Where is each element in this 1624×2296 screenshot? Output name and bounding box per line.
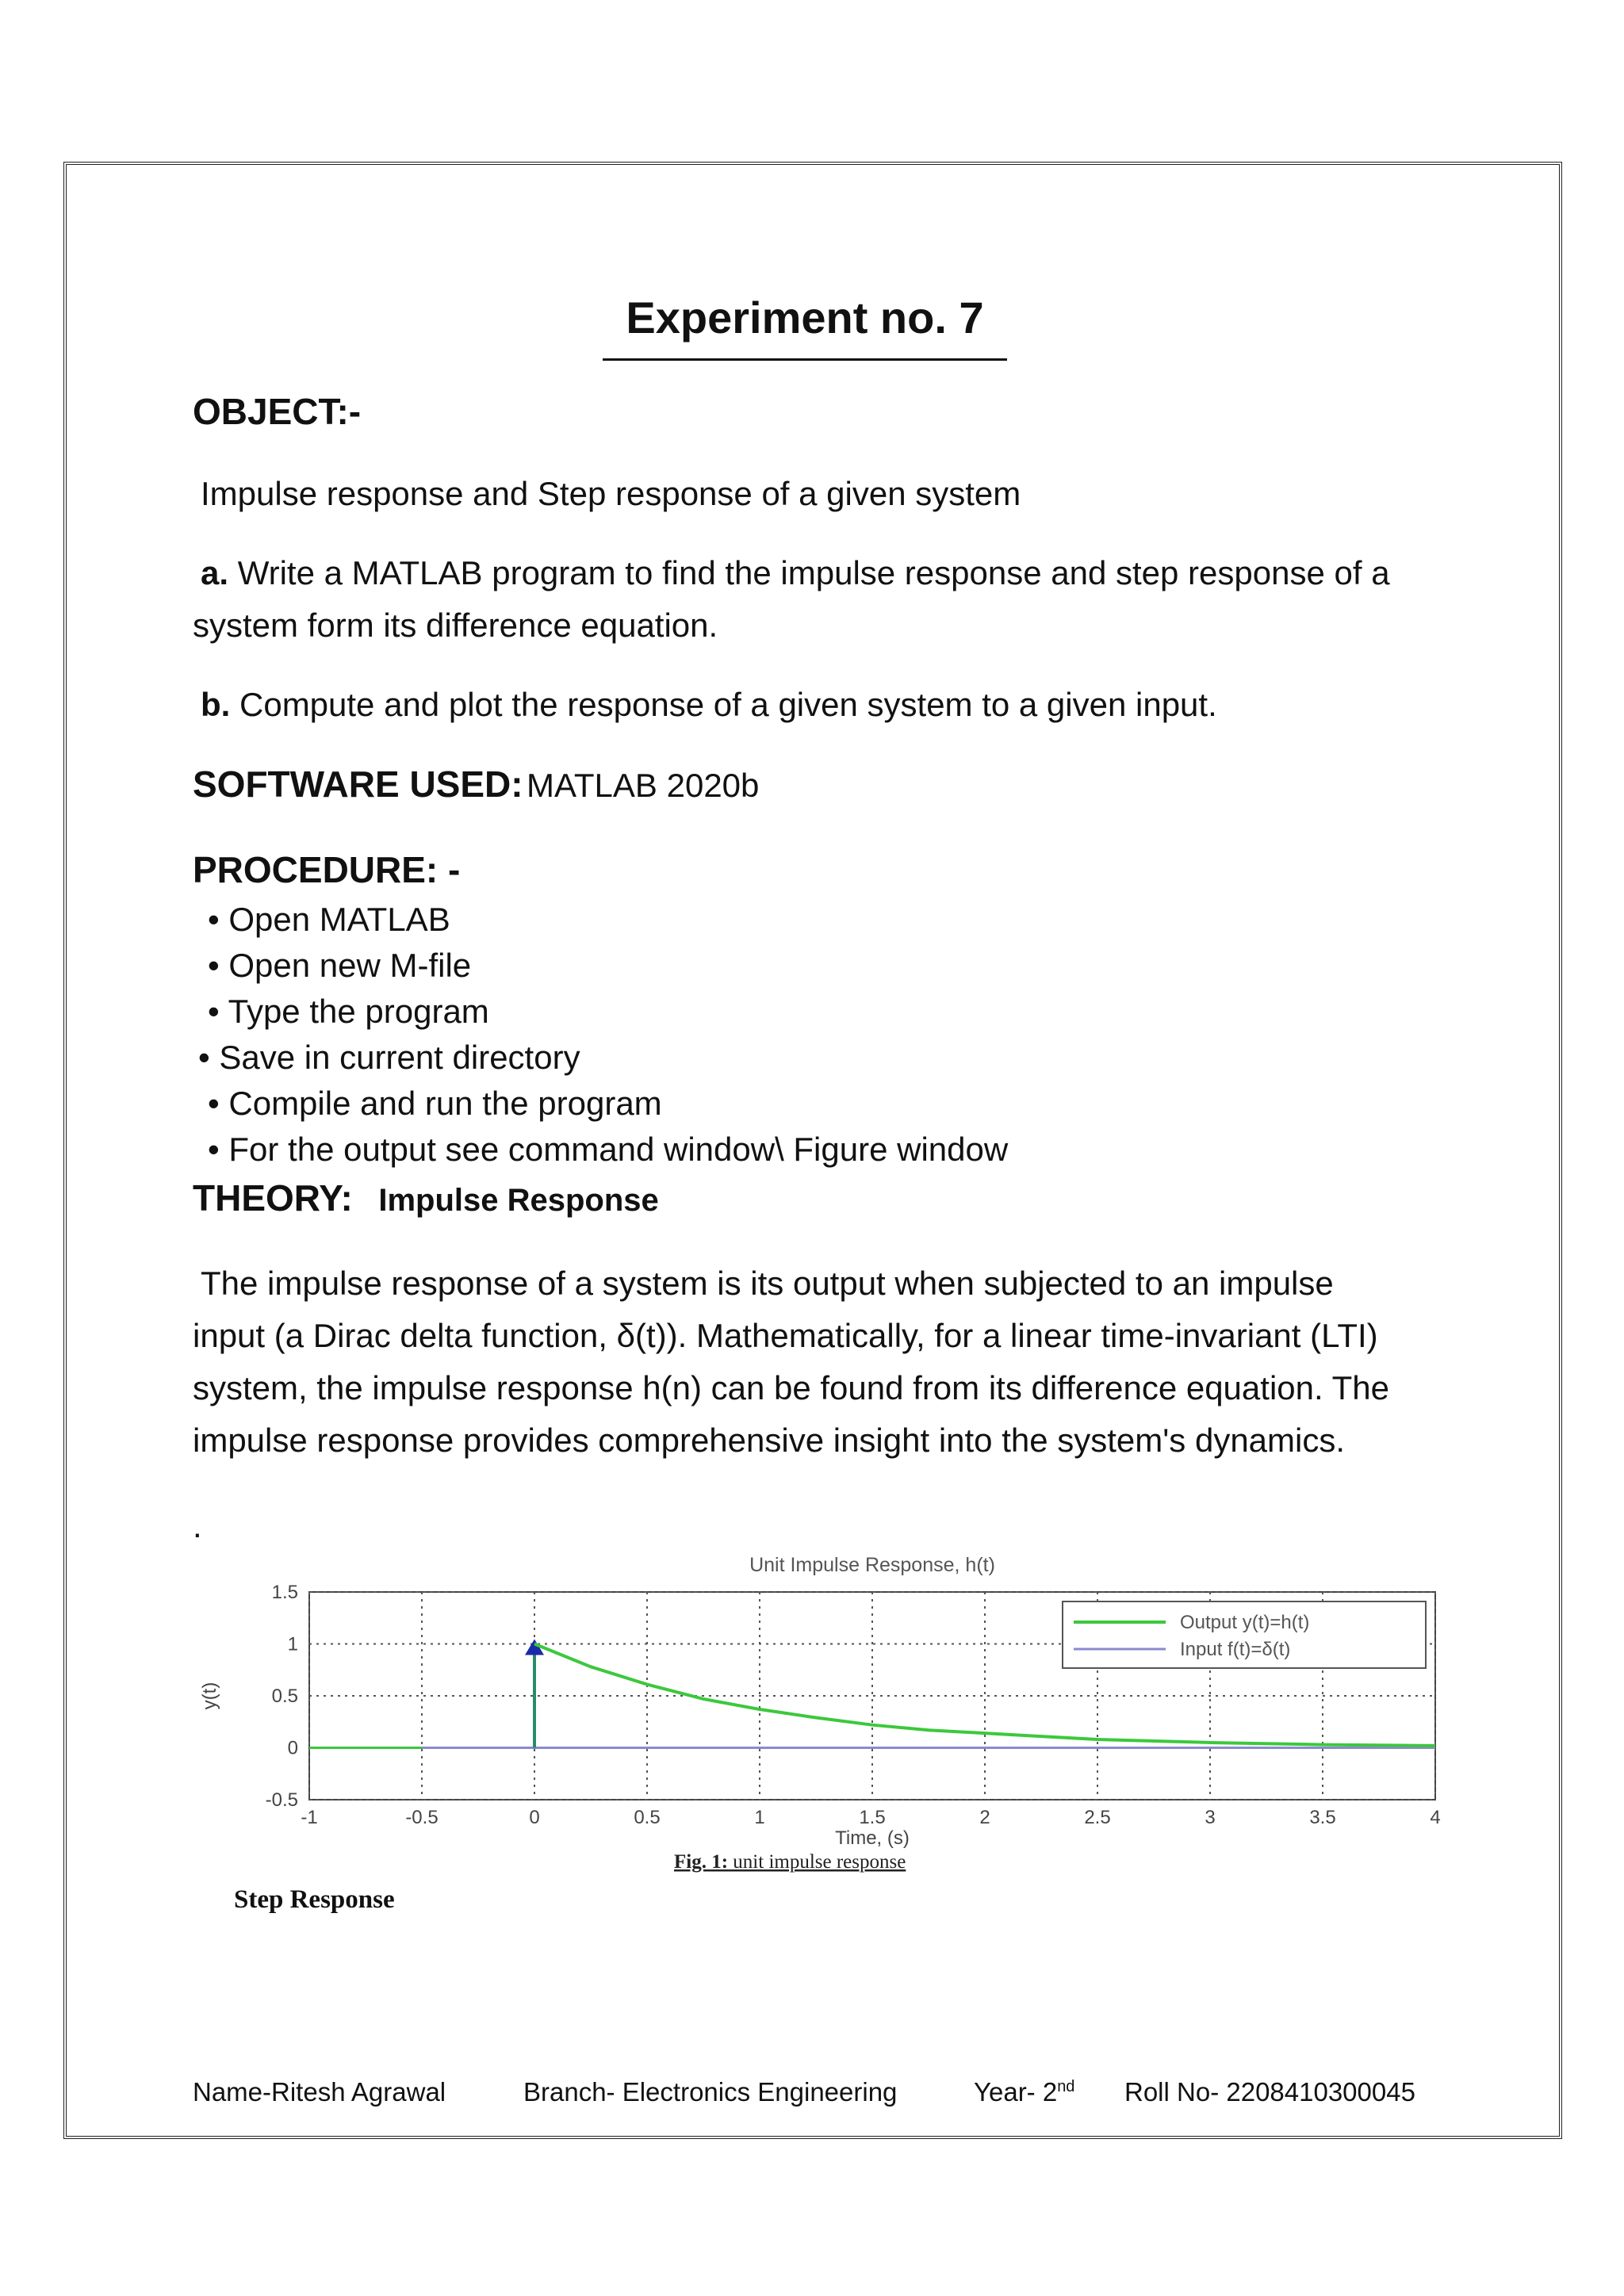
theory-heading-line [193, 1177, 659, 1219]
item-a-line2: system form its difference equation. [193, 607, 718, 644]
figure-caption-text: unit impulse response [728, 1851, 906, 1873]
x-tick-label: 0.5 [634, 1807, 661, 1828]
theory-line: The impulse response of a system is its output when subjected to an impulse [201, 1265, 1334, 1302]
impulse-response-chart [174, 1541, 1459, 1874]
y-tick-label: 1 [287, 1633, 298, 1655]
footer-roll: Roll No- 2208410300045 [1124, 2077, 1415, 2107]
item-b-line [201, 679, 1217, 731]
footer-year [974, 2077, 1074, 2107]
page-title: Experiment no. 7 [626, 293, 984, 342]
step-response-heading: Step Response [234, 1885, 395, 1914]
legend-output-label: Output y(t)=h(t) [1180, 1612, 1310, 1633]
figure-caption-prefix: Fig. 1: [674, 1851, 729, 1873]
x-tick-label: -1 [301, 1807, 318, 1828]
theory-heading: THEORY: [193, 1177, 353, 1219]
procedure-item: • For the output see command window\ Figure window [208, 1131, 1009, 1168]
procedure-heading: PROCEDURE: - [193, 849, 461, 890]
software-line [193, 763, 759, 806]
theory-subheading: Impulse Response [378, 1183, 659, 1218]
footer-year-suffix: nd [1057, 2078, 1075, 2095]
x-tick-label: 1.5 [859, 1807, 886, 1828]
procedure-item: • Open MATLAB [208, 901, 450, 938]
theory-line: system, the impulse response h(n) can be found from its difference equation. The [193, 1369, 1389, 1406]
legend-input-label: Input f(t)=δ(t) [1180, 1639, 1291, 1660]
y-tick-label: 0 [287, 1737, 298, 1759]
x-tick-label: 2 [979, 1807, 990, 1828]
footer-name: Name-Ritesh Agrawal [193, 2077, 446, 2107]
procedure-item: • Open new M-file [208, 947, 472, 984]
y-axis-label: y(t) [199, 1682, 220, 1710]
procedure-item: • Save in current directory [198, 1039, 580, 1076]
footer-year-value: Year- 2 [974, 2077, 1058, 2107]
software-heading: SOFTWARE USED: [193, 763, 523, 805]
theory-line: input (a Dirac delta function, δ(t)). Mathematically, for a linear time-invariant (LTI) [193, 1317, 1378, 1354]
y-tick-label: 0.5 [271, 1686, 298, 1707]
y-tick-label: 1.5 [271, 1582, 298, 1603]
x-tick-label: 4 [1430, 1807, 1441, 1828]
procedure-item: • Type the program [208, 993, 489, 1030]
title-underline [603, 358, 1007, 361]
x-tick-label: 3.5 [1309, 1807, 1336, 1828]
x-tick-label: 2.5 [1084, 1807, 1111, 1828]
stray-dot: . [193, 1507, 202, 1544]
theory-line: impulse response provides comprehensive insight into the system's dynamics. [193, 1422, 1346, 1459]
x-axis-label: Time, (s) [835, 1827, 910, 1849]
item-b-text: Compute and plot the response of a given system to a given input. [239, 686, 1217, 723]
item-a-line1 [201, 547, 1390, 599]
object-text: Impulse response and Step response of a given system [201, 475, 1021, 512]
x-tick-label: -0.5 [405, 1807, 439, 1828]
x-tick-label: 0 [529, 1807, 540, 1828]
x-tick-label: 1 [754, 1807, 765, 1828]
x-tick-label: 3 [1205, 1807, 1216, 1828]
figure-caption [674, 1851, 906, 1873]
chart-title: Unit Impulse Response, h(t) [749, 1554, 995, 1576]
software-value: MATLAB 2020b [527, 767, 760, 804]
object-heading: OBJECT:- [193, 391, 362, 432]
item-b-label: b. [201, 686, 231, 723]
footer-branch: Branch- Electronics Engineering [523, 2077, 898, 2107]
item-a-text: Write a MATLAB program to find the impulse response and step response of a [237, 554, 1390, 591]
y-tick-label: -0.5 [265, 1789, 298, 1811]
procedure-item: • Compile and run the program [208, 1085, 662, 1122]
item-a-label: a. [201, 554, 229, 591]
